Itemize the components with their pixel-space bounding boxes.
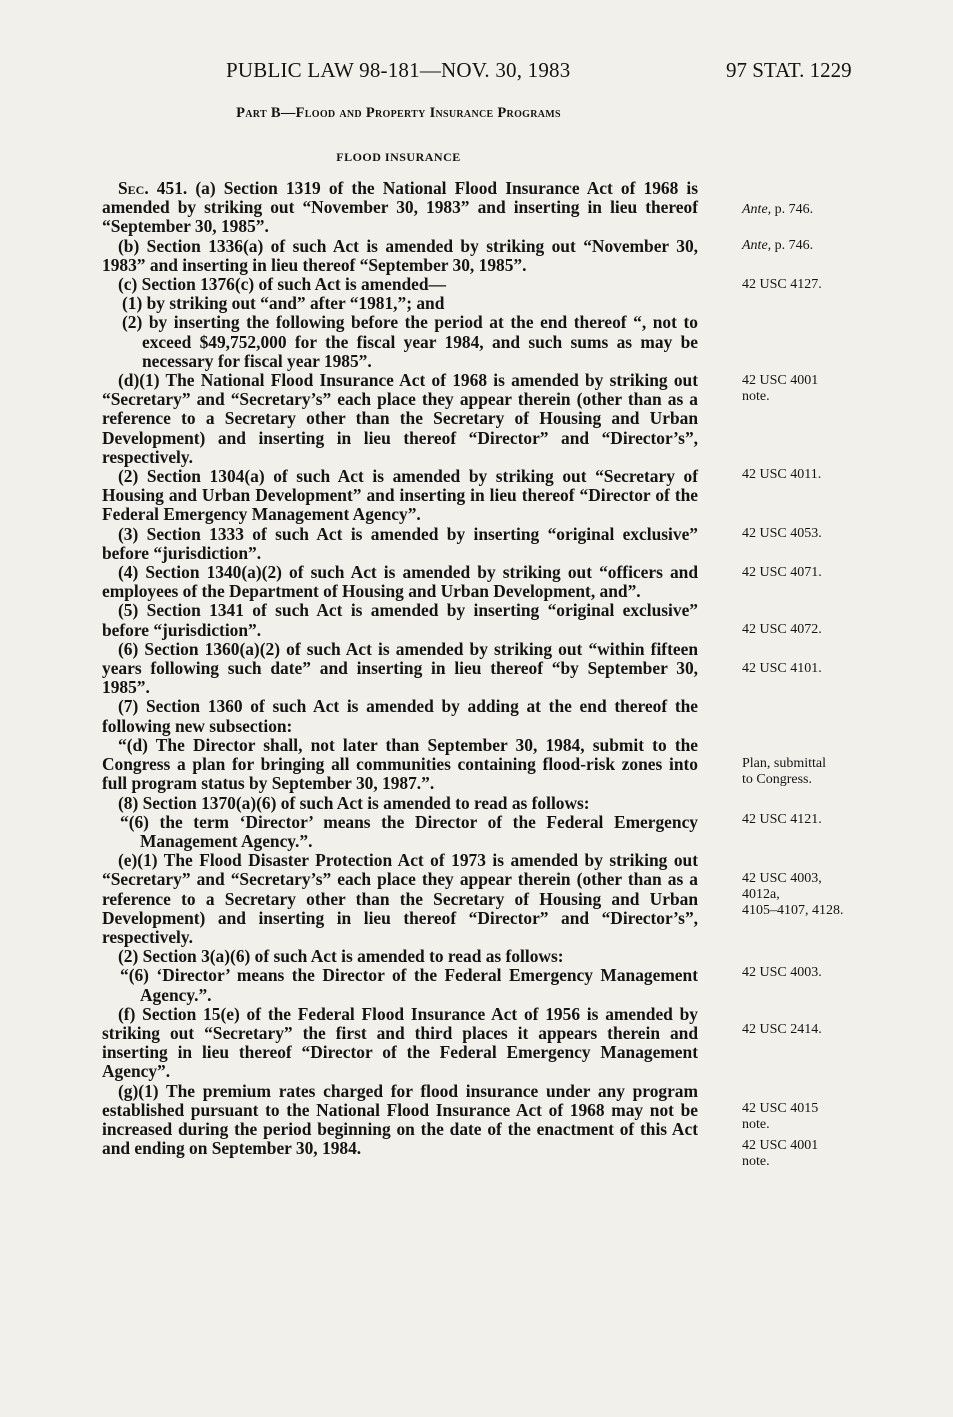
margin-note: 42 USC 4127. [742,277,822,292]
paragraph-g-1: (g)(1) The premium rates charged for flood insurance under any program established pursuant to the National Flood Insurance Act of 1968 may not be increased during the period beginning on the date of the enactment of this Act and ending on September 30, 1984. [102,1080,698,1159]
paragraph-f: (f) Section 15(e) of the Federal Flood Insurance Act of 1956 is amended by striking out “Secretary” the first and third places it appears therein and inserting in lieu thereof “Director of the Federal Emergency Management Agency”. [102,1003,698,1082]
quoted-definition-director-2: “(6) ‘Director’ means the Director of the Federal Emergency Management Agency.”. [120,965,698,1005]
paragraph-sec-451-a [102,179,698,237]
paragraph-d-3: (3) Section 1333 of such Act is amended by inserting “original exclusive” before “jurisdiction”. [102,523,698,563]
section-label: Sec. [118,178,149,198]
margin-note: 42 USC 4101. [742,661,822,676]
paragraph-d-8: (8) Section 1370(a)(6) of such Act is amended to read as follows: [118,792,590,813]
paragraph-b: (b) Section 1336(a) of such Act is amended by striking out “November 30, 1983” and inserting in lieu thereof “September 30, 1985”. [102,235,698,275]
paragraph-c-1: (1) by striking out “and” after “1981,”; and [122,293,445,314]
margin-note [742,238,813,254]
paragraph-text: 451. (a) Section 1319 of the National Flood Insurance Act of 1968 is amended by striking out “November 30, 1983” and inserting in lieu thereof “September 30, 1985”. [102,178,698,237]
margin-note: 42 USC 4001 note. [742,1138,819,1169]
section-subheading: FLOOD INSURANCE [336,150,461,164]
margin-note [742,202,813,218]
part-title: Part B—Flood and Property Insurance Programs [236,105,561,121]
quoted-definition-director: “(6) the term ‘Director’ means the Director of the Federal Emergency Management Agency.”. [120,811,698,851]
margin-note-italic: Ante, [742,202,772,217]
paragraph-new-subsection-d: “(d) The Director shall, not later than September 30, 1984, submit to the Congress a plan for bringing all communities containing flood-risk zones into full program status by September 30, 1987.”. [102,734,698,794]
margin-note: 42 USC 4011. [742,467,822,482]
margin-note: 42 USC 4072. [742,622,822,637]
paragraph-d-7: (7) Section 1360 of such Act is amended by adding at the end thereof the following new subsection: [102,696,698,736]
margin-note-italic: Ante, [742,238,772,253]
body-text [102,179,698,1158]
margin-note: Plan, submittal to Congress. [742,756,826,787]
paragraph-e-1: (e)(1) The Flood Disaster Protection Act of 1973 is amended by striking out “Secretary” and “Secretary’s” each place they appear therein (other than as a reference to a Secretary other than the Secretary of Housing and Urban Development) and inserting in lieu thereof “Director” and “Director’s”, respectively. [102,850,698,947]
margin-note: 42 USC 4121. [742,812,822,827]
paragraph-e-2: (2) Section 3(a)(6) of such Act is amended to read as follows: [118,946,564,967]
paragraph-d-4: (4) Section 1340(a)(2) of such Act is amended by striking out “officers and employees of the Department of Housing and Urban Development, and”. [102,562,698,602]
paragraph-c: (c) Section 1376(c) of such Act is amended— [118,274,446,295]
margin-note: 42 USC 4053. [742,526,822,541]
margin-note: 42 USC 4071. [742,565,822,580]
page-header-title: PUBLIC LAW 98-181—NOV. 30, 1983 [226,58,571,82]
paragraph-d-1: (d)(1) The National Flood Insurance Act of 1968 is amended by striking out “Secretary” and “Secretary’s” each place they appear therein (other than as a reference to a Secretary other than the Secretary of Housing and Urban Development) and inserting in lieu thereof “Director” and “Director’s”, respectively. [102,370,698,467]
paragraph-d-6: (6) Section 1360(a)(2) of such Act is amended by striking out “within fifteen years following such date” and inserting in lieu thereof “by September 30, 1985”. [102,638,698,698]
paragraph-c-2: (2) by inserting the following before the period at the end thereof “, not to exceed $49,752,000 for the fiscal year 1984, and such sums as may be necessary for fiscal year 1985”. [122,312,698,371]
margin-note: 42 USC 4015 note. [742,1101,819,1132]
margin-note: 42 USC 4003. [742,965,822,980]
page-header-stat: 97 STAT. 1229 [726,58,852,82]
margin-note-text: p. 746. [771,202,814,217]
margin-note: 42 USC 4003, 4012a, 4105–4107, 4128. [742,871,844,918]
margin-note-text: p. 746. [771,238,814,253]
paragraph-d-5: (5) Section 1341 of such Act is amended by inserting “original exclusive” before “jurisdiction”. [102,600,698,640]
paragraph-d-2: (2) Section 1304(a) of such Act is amended by striking out “Secretary of Housing and Urban Development” and inserting in lieu thereof “Director of the Federal Emergency Management Agency”. [102,466,698,525]
margin-note: 42 USC 4001 note. [742,373,819,404]
margin-note: 42 USC 2414. [742,1022,822,1037]
